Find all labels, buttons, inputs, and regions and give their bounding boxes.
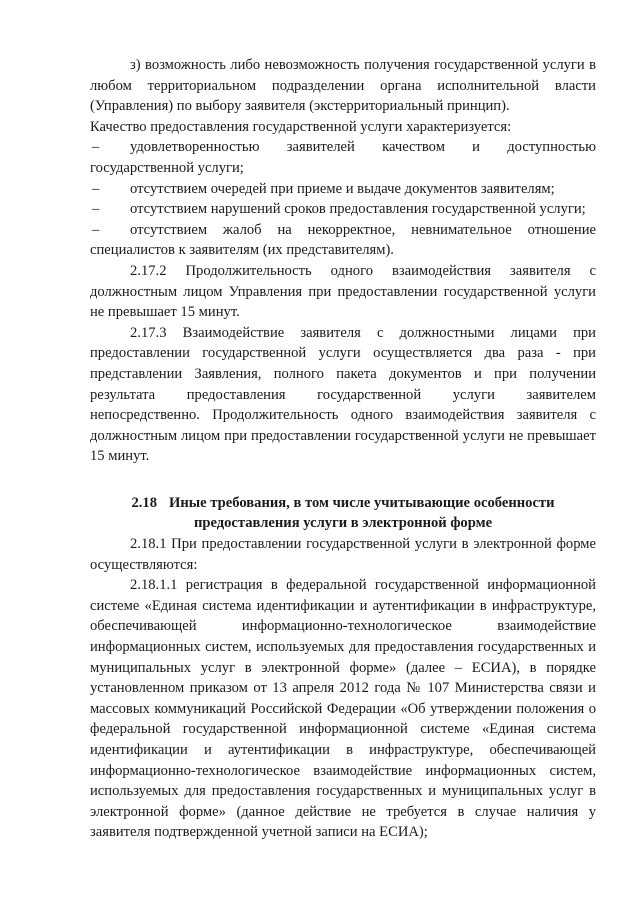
paragraph-2-18-1: 2.18.1 При предоставлении государственной услуги в электронной форме осуществляются: (90, 536, 596, 573)
section-title-line1: Иные требования, в том числе учитывающие особенности (169, 494, 555, 511)
paragraph-2-17-2: 2.17.2 Продолжительность одного взаимодействия заявителя с должностным лицом Управления при предоставлении государственной услуги не превышает 15 минут. (90, 262, 596, 321)
section-number: 2.18 (131, 494, 158, 511)
list-item: – отсутствием жалоб на некорректное, невнимательное отношение специалистов к заявителям (их представителям). (90, 221, 596, 259)
paragraph-2-18-1-1: 2.18.1.1 регистрация в федеральной государственной информационной системе «Единая система идентификации и аутентификации в инфраструктуре, обеспечивающей информационно-технологическое взаимодействие информационных систем, используемых для предоставления государственных и муниципальных услуг в электронной форме» (далее – ЕСИА), в порядке установленном приказом от 13 апреля 2012 года № 107 Министерства связи и массовых коммуникаций Российской Федерации «Об утверждении положения о федеральной государственной информационной системе «Единая система идентификации и аутентификации в инфраструктуре, обеспечивающей информационно-технологическое взаимодействие информационных систем, используемых для предоставления государственных и муниципальных услуг в электронной форме» (данное действие не требуется в случае наличия у заявителя подтвержденной учетной записи на ЕСИА); (90, 577, 596, 841)
list-item: – отсутствием нарушений сроков предоставления государственной услуги; (92, 201, 586, 218)
paragraph-quality-intro: Качество предоставления государственной услуги характеризуется: (90, 118, 512, 135)
list-item: – отсутствием очередей при приеме и выдаче документов заявителям; (92, 180, 555, 197)
section-heading (90, 493, 596, 534)
list-item: – удовлетворенностью заявителей качеством и доступностью государственной услуги; (90, 139, 596, 176)
section-title-line2: предоставления услуги в электронной форме (193, 515, 493, 532)
paragraph-exterritorial: з) возможность либо невозможность получения государственной услуги в любом территориальном подразделении органа исполнительной власти (Управления) по выбору заявителя (экстерриториальный принцип). (90, 57, 596, 115)
paragraph-2-17-3: 2.17.3 Взаимодействие заявителя с должностными лицами при предоставлении государственной услуги осуществляется два раза - при представлении Заявления, полного пакета документов и при получении результата предоставления государственной услуги заявителем непосредственно. Продолжительность одного взаимодействия заявителя с должностным лицом при предоставлении государственной услуги не превышает 15 минут. (90, 324, 596, 465)
document-body (90, 55, 596, 843)
